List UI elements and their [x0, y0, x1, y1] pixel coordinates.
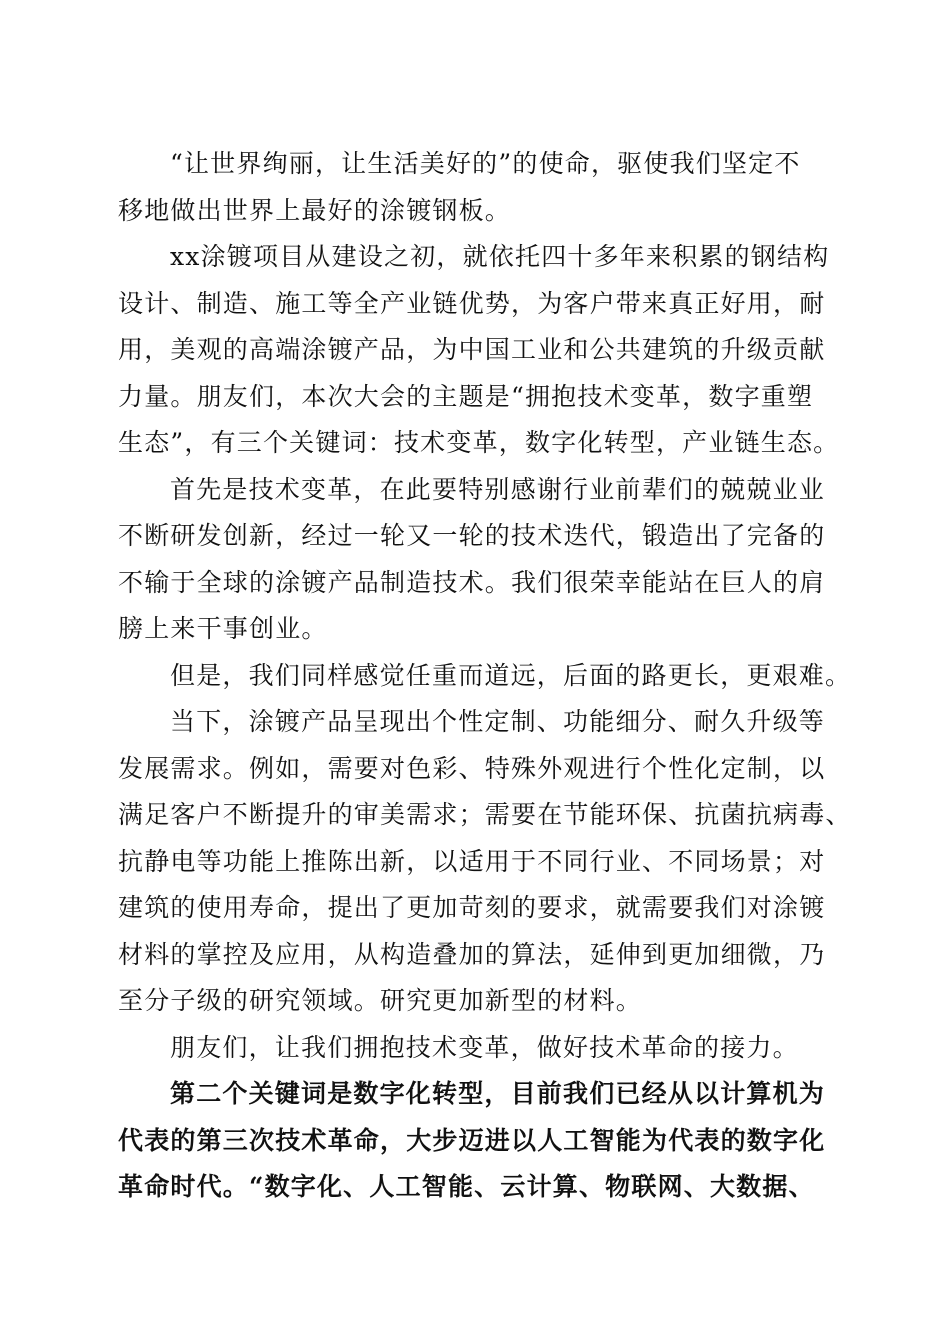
text-line: 不输于全球的涂镀产品制造技术。我们很荣幸能站在巨人的肩 — [118, 567, 826, 597]
text-line: “让世界绚丽，让生活美好的”的使命，驱使我们坚定不 — [170, 149, 801, 178]
text-line: 代表的第三次技术革命，大步迈进以人工智能为代表的数字化 — [118, 1125, 826, 1155]
text-line: 首先是技术变革，在此要特别感谢行业前辈们的兢兢业业 — [170, 474, 826, 504]
text-line: 发展需求。例如，需要对色彩、特殊外观进行个性化定制，以 — [118, 753, 826, 783]
text-line: 朋友们，让我们拥抱技术变革，做好技术革命的接力。 — [170, 1032, 799, 1062]
text-line: 生态”，有三个关键词：技术变革，数字化转型，产业链生态。 — [118, 428, 840, 457]
text-line: 材料的掌控及应用，从构造叠加的算法，延伸到更加细微，乃 — [118, 939, 826, 969]
text-line: 力量。朋友们，本次大会的主题是“拥抱技术变革，数字重塑 — [118, 381, 814, 411]
text-line: 移地做出世界上最好的涂镀钢板。 — [118, 195, 512, 225]
text-line: 满足客户不断提升的审美需求；需要在节能环保、抗菌抗病毒、 — [118, 800, 852, 829]
text-line: 不断研发创新，经过一轮又一轮的技术迭代，锻造出了完备的 — [118, 521, 826, 550]
text-line: 第二个关键词是数字化转型，目前我们已经从以计算机为 — [170, 1079, 826, 1108]
text-line: 当下，涂镀产品呈现出个性定制、功能细分、耐久升级等 — [170, 707, 826, 736]
text-line: xx涂镀项目从建设之初，就依托四十多年来积累的钢结构 — [170, 242, 830, 271]
text-line: 至分子级的研究领域。研究更加新型的材料。 — [118, 986, 643, 1015]
text-line: 膀上来干事创业。 — [118, 614, 328, 643]
text-line: 建筑的使用寿命，提出了更加苛刻的要求，就需要我们对涂镀 — [118, 893, 826, 922]
document-body — [118, 141, 852, 1211]
text-line: 但是，我们同样感觉任重而道远，后面的路更长，更艰难。 — [170, 660, 852, 690]
text-line: 抗静电等功能上推陈出新，以适用于不同行业、不同场景；对 — [118, 846, 826, 876]
text-line: 用，美观的高端涂镀产品，为中国工业和公共建筑的升级贡献 — [118, 335, 826, 364]
text-line: 设计、制造、施工等全产业链优势，为客户带来真正好用，耐 — [118, 288, 826, 318]
text-line: 革命时代。“数字化、人工智能、云计算、物联网、大数据、 — [118, 1172, 815, 1201]
